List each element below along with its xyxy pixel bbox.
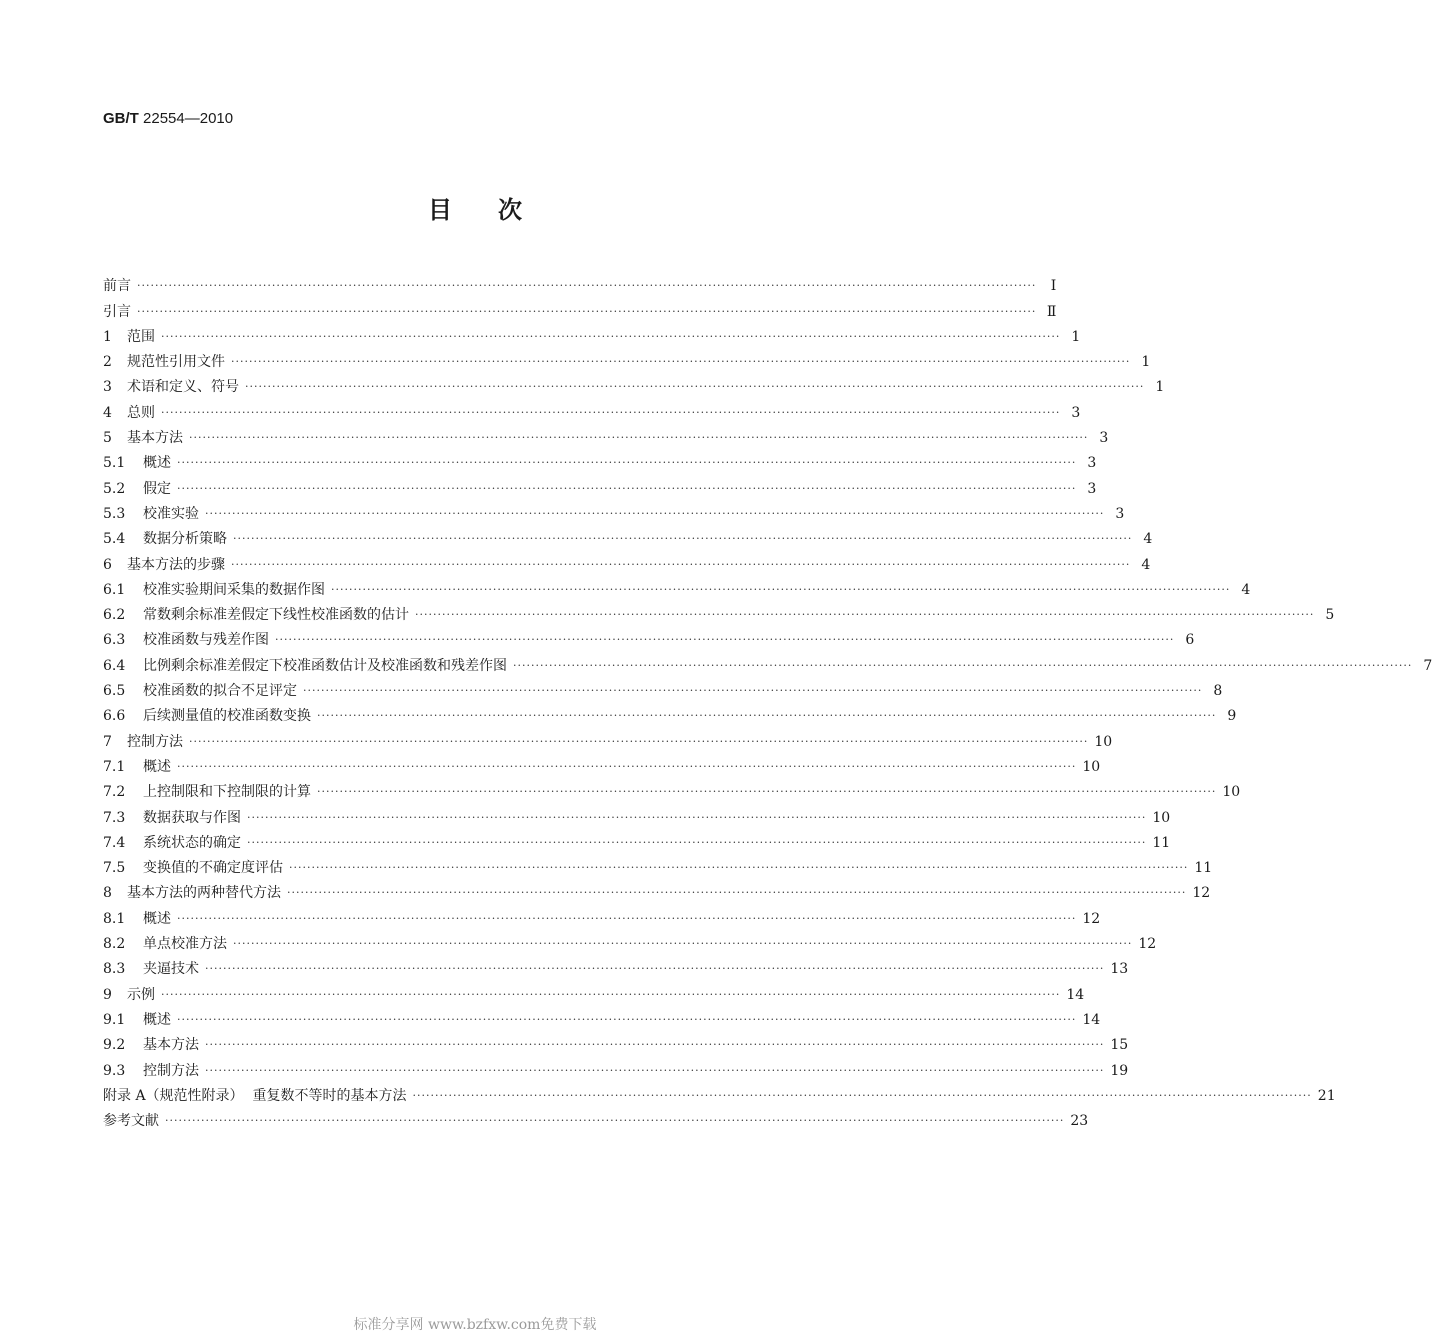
toc-entry[interactable]	[103, 447, 1097, 472]
toc-entry-page: 10	[1094, 733, 1113, 750]
toc-entry-label	[103, 834, 241, 852]
toc-entry-text: 基本方法的两种替代方法	[127, 885, 281, 902]
dot-leader: ········································································································································································································	[287, 886, 1187, 900]
toc-entry-text: 基本方法的步骤	[127, 556, 225, 573]
toc-entry-number: 8.3	[103, 961, 126, 978]
toc-entry-text: 术语和定义、符号	[127, 379, 239, 396]
watermark: 标准分享网 www.bzfxw.com免费下载	[353, 1317, 597, 1333]
toc-entry-number: 9	[103, 986, 112, 1003]
toc-entry-number: 1	[103, 328, 112, 345]
toc-entry[interactable]	[103, 1105, 1089, 1130]
dot-leader: ········································································································································································································	[233, 532, 1133, 546]
toc-entry-text: 总则	[127, 404, 155, 421]
toc-entry-label	[103, 353, 225, 371]
toc-entry-text: 校准函数的拟合不足评定	[143, 683, 297, 700]
toc-entry-page: 3	[1099, 430, 1109, 447]
toc-entry[interactable]	[103, 548, 1151, 573]
toc-entry-page: 4	[1143, 531, 1153, 548]
toc-entry[interactable]	[103, 700, 1237, 725]
standard-code: 22554—2010	[143, 110, 234, 127]
dot-leader: ········································································································································································································	[161, 987, 1061, 1001]
toc-entry-page: 21	[1317, 1087, 1336, 1104]
toc-entry-number: 5.2	[103, 480, 126, 497]
dot-leader: ········································································································································································································	[161, 405, 1061, 419]
toc-entry-text: 夹逼技术	[143, 961, 199, 978]
toc-entry-page: Ⅱ	[1046, 303, 1057, 320]
toc-entry-label	[103, 783, 311, 801]
toc-entry-label	[103, 1087, 406, 1105]
toc-entry-number: 4	[103, 404, 112, 421]
dot-leader: ········································································································································································································	[331, 582, 1231, 596]
toc-entry-page: 13	[1110, 961, 1129, 978]
toc-entry-label	[103, 530, 227, 548]
toc-entry-page: Ⅰ	[1050, 278, 1057, 295]
dot-leader: ········································································································································································································	[303, 684, 1203, 698]
toc-entry-label	[103, 657, 507, 675]
toc-entry[interactable]	[103, 1004, 1101, 1029]
toc-entry-label	[103, 454, 171, 472]
toc-entry-page: 12	[1138, 936, 1157, 953]
dot-leader: ········································································································································································································	[205, 1038, 1105, 1052]
toc-entry-page: 23	[1070, 1113, 1089, 1130]
toc-entry-page: 6	[1185, 632, 1195, 649]
dot-leader: ········································································································································································································	[317, 785, 1217, 799]
toc-entry[interactable]	[103, 624, 1195, 649]
toc-entry[interactable]	[103, 422, 1109, 447]
toc-entry-page: 4	[1141, 556, 1151, 573]
toc-entry[interactable]	[103, 1029, 1129, 1054]
toc-entry-page: 12	[1082, 910, 1101, 927]
toc-entry-number: 5.4	[103, 531, 126, 548]
toc-entry[interactable]	[103, 978, 1085, 1003]
toc-entry-page: 11	[1152, 834, 1171, 851]
toc-entry-number: 6.4	[103, 657, 126, 674]
toc-entry[interactable]	[103, 801, 1171, 826]
toc-entry-text: 示例	[127, 986, 155, 1003]
toc-entry-text: 范围	[127, 328, 155, 345]
toc-entry-page: 10	[1222, 784, 1241, 801]
toc-entry-text: 前言	[103, 278, 131, 295]
toc-entry-number: 7.2	[103, 784, 126, 801]
toc-entry-number: 5	[103, 430, 112, 447]
toc-entry-label	[103, 378, 239, 396]
dot-leader: ········································································································································································································	[231, 557, 1131, 571]
dot-leader: ········································································································································································································	[177, 1012, 1077, 1026]
toc-entry-label	[103, 960, 199, 978]
toc-entry-text: 参考文献	[103, 1113, 159, 1130]
toc-entry-number: 9.2	[103, 1037, 126, 1054]
toc-entry-text: 校准实验	[143, 505, 199, 522]
dot-leader: ········································································································································································································	[177, 456, 1077, 470]
dot-leader: ········································································································································································································	[247, 810, 1147, 824]
dot-leader: ········································································································································································································	[205, 506, 1105, 520]
toc-entry-label	[103, 1112, 159, 1130]
toc-entry-number: 7.5	[103, 860, 126, 877]
dot-leader: ········································································································································································································	[137, 279, 1037, 293]
toc-entry[interactable]	[103, 371, 1165, 396]
toc-entry[interactable]	[103, 649, 1432, 674]
toc-entry-page: 3	[1087, 455, 1097, 472]
toc-entry-label	[103, 809, 241, 827]
toc-entry-text: 常数剩余标准差假定下线性校准函数的估计	[143, 607, 409, 624]
toc-entry-label	[103, 1062, 199, 1080]
toc-entry-page: 3	[1071, 404, 1081, 421]
toc-entry-number: 6.1	[103, 581, 126, 598]
toc-entry-number: 3	[103, 379, 112, 396]
toc-entry[interactable]	[103, 574, 1251, 599]
toc-entry-number: 9.3	[103, 1062, 126, 1079]
toc-entry-page: 4	[1241, 581, 1251, 598]
toc-entry[interactable]	[103, 877, 1211, 902]
toc-entry-page: 19	[1110, 1062, 1129, 1079]
toc-entry-text: 概述	[143, 1011, 171, 1028]
toc-entry-page: 10	[1152, 809, 1171, 826]
toc-entry-text: 规范性引用文件	[127, 354, 225, 371]
toc-entry-text: 假定	[143, 480, 171, 497]
toc-entry[interactable]	[103, 599, 1335, 624]
toc-entry-number: 7	[103, 733, 112, 750]
dot-leader: ········································································································································································································	[205, 962, 1105, 976]
dot-leader: ········································································································································································································	[247, 835, 1147, 849]
toc-entry-label	[103, 884, 281, 902]
toc-entry[interactable]	[103, 902, 1101, 927]
dot-leader: ········································································································································································································	[161, 329, 1061, 343]
dot-leader: ········································································································································································································	[275, 633, 1175, 647]
toc-entry-label	[103, 505, 199, 523]
dot-leader: ········································································································································································································	[189, 431, 1089, 445]
dot-leader: ········································································································································································································	[245, 380, 1145, 394]
toc-entry-number: 5.3	[103, 505, 126, 522]
toc-entry-text: 数据分析策略	[143, 531, 227, 548]
toc-entry-text: 控制方法	[127, 733, 183, 750]
toc-entry-label	[103, 986, 155, 1004]
toc-entry-number: 9.1	[103, 1011, 126, 1028]
toc-entry[interactable]	[103, 295, 1057, 320]
toc-entry-page: 14	[1066, 986, 1085, 1003]
dot-leader: ········································································································································································································	[189, 734, 1089, 748]
toc-entry-text: 校准函数与残差作图	[143, 632, 269, 649]
dot-leader: ········································································································································································································	[233, 937, 1133, 951]
toc-entry-page: 9	[1227, 708, 1237, 725]
toc-entry-page: 12	[1192, 885, 1211, 902]
toc-entry[interactable]	[103, 776, 1241, 801]
toc-entry-number: 8.1	[103, 910, 126, 927]
toc-entry[interactable]	[103, 270, 1057, 295]
toc-entry[interactable]	[103, 498, 1125, 523]
page-title: 目次	[428, 196, 568, 224]
toc-entry-label	[103, 733, 183, 751]
toc-entry[interactable]	[103, 827, 1171, 852]
toc-entry-page: 8	[1213, 683, 1223, 700]
toc-entry-label	[103, 606, 409, 624]
toc-entry-page: 1	[1071, 328, 1081, 345]
toc-entry-label	[103, 404, 155, 422]
toc-entry-label	[103, 910, 171, 928]
dot-leader: ········································································································································································································	[165, 1114, 1065, 1128]
toc-entry-text: 引言	[103, 303, 131, 320]
standard-prefix: GB/T	[103, 110, 139, 127]
toc-entry[interactable]	[103, 1054, 1129, 1079]
toc-entry-label	[103, 328, 155, 346]
toc-entry-text: 比例剩余标准差假定下校准函数估计及校准函数和残差作图	[143, 657, 507, 674]
dot-leader: ········································································································································································································	[177, 759, 1077, 773]
toc-entry-text: 后续测量值的校准函数变换	[143, 708, 311, 725]
standard-number	[103, 110, 233, 127]
toc-entry-page: 15	[1110, 1037, 1129, 1054]
toc-entry[interactable]	[103, 852, 1213, 877]
toc-entry-number: 6	[103, 556, 112, 573]
toc-entry[interactable]	[103, 346, 1151, 371]
toc-entry[interactable]	[103, 953, 1129, 978]
toc-entry-label	[103, 1011, 171, 1029]
dot-leader: ········································································································································································································	[205, 1063, 1105, 1077]
toc-entry-page: 14	[1082, 1011, 1101, 1028]
toc-entry-label	[103, 429, 183, 447]
toc-entry-number: 7.1	[103, 758, 126, 775]
toc-entry[interactable]	[103, 751, 1101, 776]
toc-entry-number: 6.3	[103, 632, 126, 649]
toc-entry[interactable]	[103, 321, 1081, 346]
table-of-contents	[103, 270, 1432, 1130]
toc-entry-label	[103, 707, 311, 725]
toc-entry-number: 7.3	[103, 809, 126, 826]
toc-entry[interactable]	[103, 725, 1113, 750]
toc-entry-number: 5.1	[103, 455, 126, 472]
toc-entry[interactable]	[103, 928, 1157, 953]
dot-leader: ········································································································································································································	[317, 709, 1217, 723]
toc-entry[interactable]	[103, 1080, 1336, 1105]
toc-entry-text: 变换值的不确定度评估	[143, 860, 283, 877]
toc-entry-text: 单点校准方法	[143, 936, 227, 953]
toc-entry-page: 3	[1115, 505, 1125, 522]
toc-entry-label	[103, 758, 171, 776]
toc-entry-label	[103, 682, 297, 700]
toc-entry-page: 3	[1087, 480, 1097, 497]
toc-entry-label	[103, 480, 171, 498]
toc-entry-label	[103, 277, 131, 295]
dot-leader: ········································································································································································································	[412, 1088, 1312, 1102]
toc-entry-number: 7.4	[103, 834, 126, 851]
toc-entry-label	[103, 631, 269, 649]
toc-entry-text: 校准实验期间采集的数据作图	[143, 581, 325, 598]
toc-entry-page: 1	[1141, 354, 1151, 371]
toc-entry-page: 5	[1325, 607, 1335, 624]
toc-entry-text: 概述	[143, 910, 171, 927]
toc-entry-page: 7	[1423, 657, 1432, 674]
toc-entry-number: 8	[103, 885, 112, 902]
toc-entry-label	[103, 935, 227, 953]
toc-entry-text: 概述	[143, 455, 171, 472]
toc-entry-text: 附录 A（规范性附录） 重复数不等时的基本方法	[103, 1087, 407, 1104]
dot-leader: ········································································································································································································	[137, 304, 1037, 318]
toc-entry-text: 概述	[143, 758, 171, 775]
dot-leader: ········································································································································································································	[177, 911, 1077, 925]
toc-entry-page: 1	[1155, 379, 1165, 396]
toc-entry-number: 6.2	[103, 607, 126, 624]
toc-entry-number: 8.2	[103, 936, 126, 953]
toc-entry[interactable]	[103, 472, 1097, 497]
toc-entry-text: 系统状态的确定	[143, 834, 241, 851]
toc-entry[interactable]	[103, 675, 1223, 700]
toc-entry-label	[103, 556, 225, 574]
toc-entry[interactable]	[103, 396, 1081, 421]
toc-entry-number: 2	[103, 354, 112, 371]
dot-leader: ········································································································································································································	[231, 355, 1131, 369]
toc-entry-label	[103, 1036, 199, 1054]
toc-entry-text: 控制方法	[143, 1062, 199, 1079]
toc-entry-label	[103, 303, 131, 321]
toc-entry-text: 基本方法	[127, 430, 183, 447]
toc-entry[interactable]	[103, 523, 1153, 548]
toc-entry-page: 10	[1082, 758, 1101, 775]
dot-leader: ········································································································································································································	[415, 608, 1315, 622]
toc-entry-text: 基本方法	[143, 1037, 199, 1054]
dot-leader: ········································································································································································································	[289, 861, 1189, 875]
dot-leader: ········································································································································································································	[513, 658, 1413, 672]
toc-entry-text: 数据获取与作图	[143, 809, 241, 826]
toc-entry-label	[103, 859, 283, 877]
toc-entry-page: 11	[1194, 860, 1213, 877]
toc-entry-number: 6.5	[103, 683, 126, 700]
toc-entry-text: 上控制限和下控制限的计算	[143, 784, 311, 801]
dot-leader: ········································································································································································································	[177, 481, 1077, 495]
toc-entry-number: 6.6	[103, 708, 126, 725]
toc-entry-label	[103, 581, 325, 599]
